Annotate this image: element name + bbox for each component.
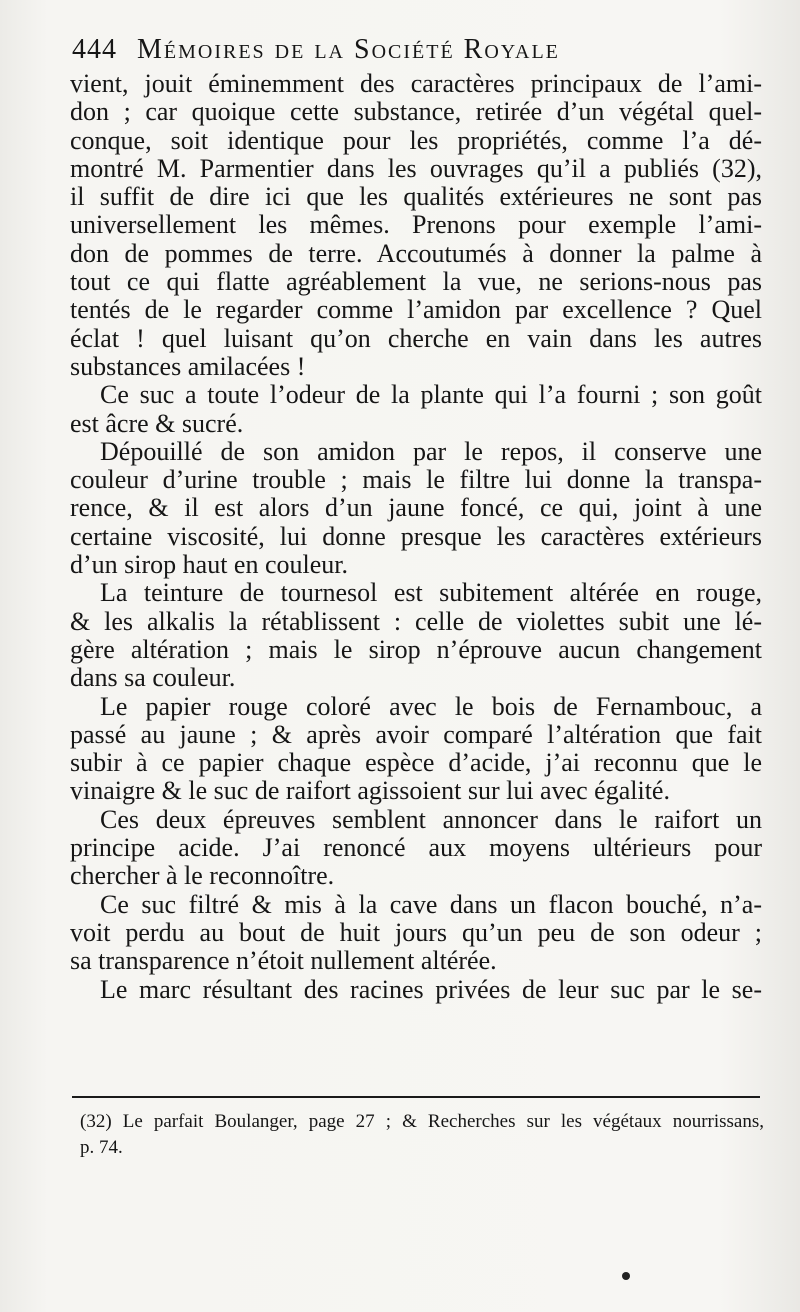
running-header xyxy=(72,34,772,70)
text-line: passé au jaune ; & après avoir comparé l’altération que fait xyxy=(70,720,762,749)
page-number: 444 xyxy=(72,34,117,65)
text-line: tout ce qui flatte agréablement la vue, ne serions-nous pas xyxy=(70,268,762,297)
text-line: couleur d’urine trouble ; mais le filtre lui donne la transpa- xyxy=(70,466,762,495)
text-line: conque, soit identique pour les propriétés, comme l’a dé- xyxy=(70,126,762,155)
text-line: montré M. Parmentier dans les ouvrages qu’il a publiés (32), xyxy=(70,154,762,183)
text-line: subir à ce papier chaque espèce d’acide, j’ai reconnu que le xyxy=(70,749,762,778)
text-line: certaine viscosité, lui donne presque les caractères extérieurs xyxy=(70,522,762,551)
text-line: éclat ! quel luisant qu’on cherche en vain dans les autres xyxy=(70,324,762,353)
text-line: d’un sirop haut en couleur. xyxy=(70,551,348,580)
text-line: Ce suc a toute l’odeur de la plante qui l’a fourni ; son goût xyxy=(100,381,762,410)
text-line: Ces deux épreuves semblent annoncer dans le raifort un xyxy=(100,805,762,834)
text-line: La teinture de tournesol est subitement altérée en rouge, xyxy=(100,579,762,608)
text-line: principe acide. J’ai renoncé aux moyens ultérieurs pour xyxy=(70,834,762,863)
text-line: don de pommes de terre. Accoutumés à donner la palme à xyxy=(70,239,762,268)
footnote-line-2: p. 74. xyxy=(80,1137,123,1158)
text-line: rence, & il est alors d’un jaune foncé, ce qui, joint à une xyxy=(70,494,762,523)
text-line: sa transparence n’étoit nullement altérée. xyxy=(70,947,497,976)
text-line: universellement les mêmes. Prenons pour exemple l’ami- xyxy=(70,211,762,240)
text-line: vinaigre & le suc de raifort agissoient sur lui avec égalité. xyxy=(70,777,670,806)
text-line: tentés de le regarder comme l’amidon par excellence ? Quel xyxy=(70,296,762,325)
text-line: & les alkalis la rétablissent : celle de violettes subit une lé- xyxy=(70,607,762,636)
text-line: dans sa couleur. xyxy=(70,664,236,693)
text-line: Le papier rouge coloré avec le bois de Fernambouc, a xyxy=(100,692,762,721)
text-line: don ; car quoique cette substance, retirée d’un végétal quel- xyxy=(70,98,762,127)
text-line: voit perdu au bout de huit jours qu’un peu de son odeur ; xyxy=(70,918,762,947)
footnote xyxy=(80,1109,764,1161)
running-title: Mémoires de la Société Royale xyxy=(137,34,560,65)
text-line: il suffit de dire ici que les qualités extérieures ne sont pas xyxy=(70,183,762,212)
text-line: gère altération ; mais le sirop n’éprouve aucun changement xyxy=(70,635,762,664)
text-line: chercher à le reconnoître. xyxy=(70,862,335,891)
text-line: Le marc résultant des racines privées de leur suc par le se- xyxy=(100,975,762,1004)
text-line: Ce suc filtré & mis à la cave dans un flacon bouché, n’a- xyxy=(100,890,762,919)
text-line: Dépouillé de son amidon par le repos, il conserve une xyxy=(100,437,762,466)
ink-speck xyxy=(622,1272,630,1280)
footnote-line-1: (32) Le parfait Boulanger, page 27 ; & Recherches sur les végétaux nourrissans, xyxy=(80,1111,764,1132)
body-text xyxy=(70,70,762,1004)
text-line: substances amilacées ! xyxy=(70,352,306,381)
text-line: vient, jouit éminemment des caractères principaux de l’ami- xyxy=(70,70,762,98)
footnote-rule xyxy=(72,1096,760,1098)
text-line: est âcre & sucré. xyxy=(70,409,244,438)
